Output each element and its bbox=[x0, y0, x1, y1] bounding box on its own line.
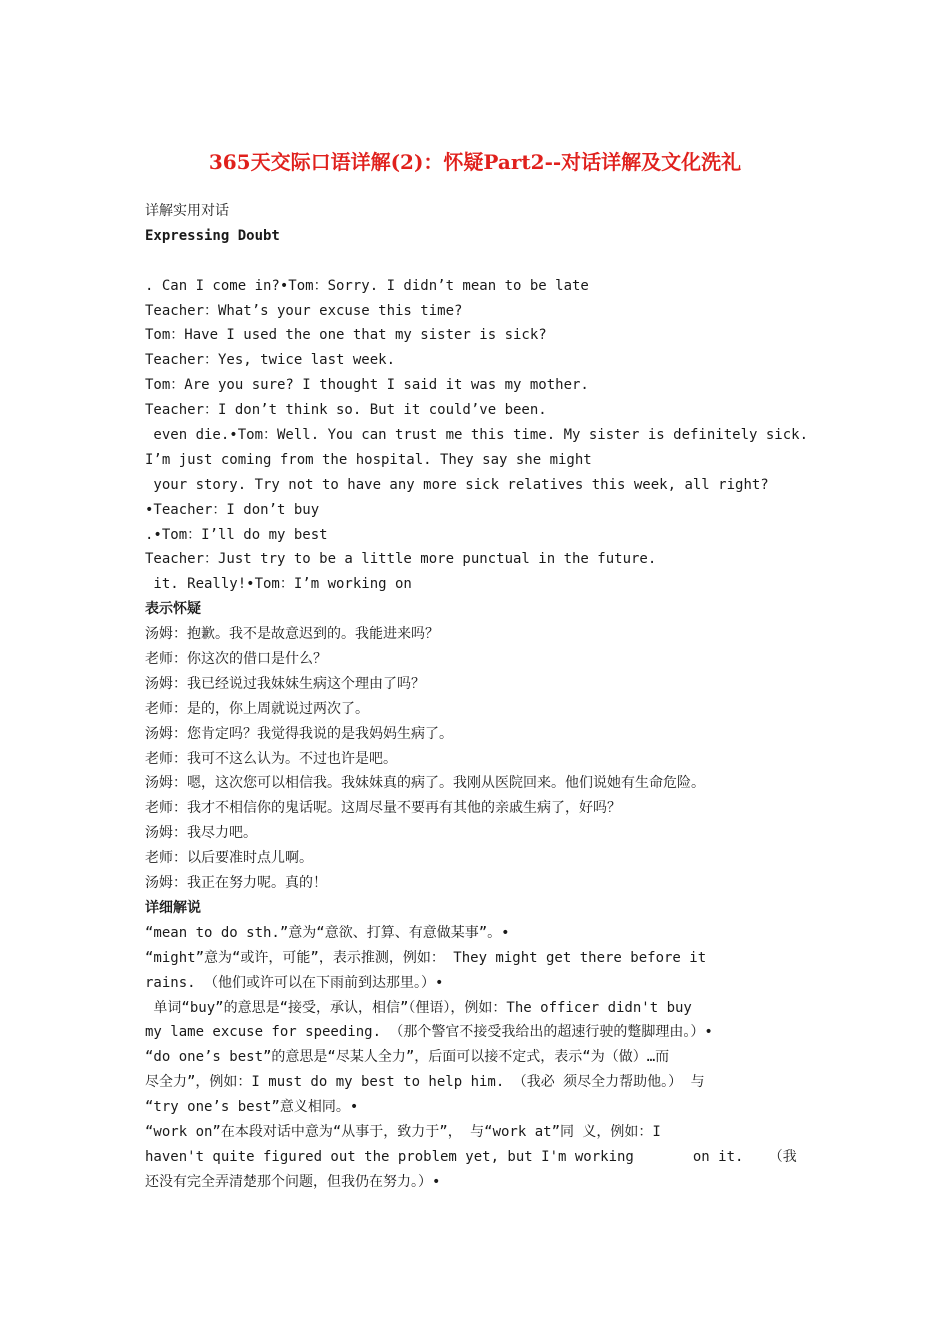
text-line: “mean to do sth.”意为“意欲、打算、有意做某事”。• bbox=[145, 924, 510, 941]
text-line: 老师：你这次的借口是什么？ bbox=[145, 651, 327, 668]
text-line: 汤姆：我尽力吧。 bbox=[145, 825, 257, 842]
text-line: 尽全力”，例如：I must do my best to help him. （我必 须尽全力帮助他。） 与 bbox=[145, 1074, 705, 1091]
text-line: haven't quite figured out the problem yet, but I'm working on it. （我 bbox=[145, 1148, 797, 1165]
text-line: even die.•Tom：Well. You can trust me this time. My sister is definitely sick. bbox=[145, 427, 809, 444]
text-line: 老师：以后要准时点儿啊。 bbox=[145, 850, 313, 867]
text-line: . Can I come in?•Tom：Sorry. I didn’t mean to be late bbox=[145, 277, 589, 294]
text-line: my lame excuse for speeding. （那个警官不接受我给出的超速行驶的蹩脚理由。）• bbox=[145, 1024, 713, 1041]
text-line: “do one’s best”的意思是“尽某人全力”，后面可以接不定式，表示“为（做）…而 bbox=[145, 1049, 670, 1066]
text-line: Tom：Have I used the one that my sister is sick? bbox=[145, 327, 547, 344]
text-line: Teacher：I don’t think so. But it could’ve been. bbox=[145, 402, 547, 419]
text-line: Teacher：Yes, twice last week. bbox=[145, 352, 396, 369]
text-line: Teacher：What’s your excuse this time? bbox=[145, 302, 463, 319]
text-line: 汤姆：您肯定吗？我觉得我说的是我妈妈生病了。 bbox=[145, 725, 453, 742]
text-line: 单词“buy”的意思是“接受，承认，相信”（俚语），例如：The officer didn't buy bbox=[145, 999, 692, 1016]
text-line: 详解实用对话 bbox=[145, 203, 229, 219]
document-title: 365天交际口语详解(2)：怀疑Part2--对话详解及文化洗礼 bbox=[208, 150, 742, 174]
text-line: Tom：Are you sure? I thought I said it was my mother. bbox=[145, 377, 589, 394]
text-line: 老师：我才不相信你的鬼话呢。这周尽量不要再有其他的亲戚生病了，好吗？ bbox=[145, 800, 621, 817]
section-heading: 详细解说 bbox=[145, 899, 201, 916]
text-line: I’m just coming from the hospital. They say she might bbox=[145, 451, 592, 468]
section-heading: Expressing Doubt bbox=[145, 227, 280, 244]
text-line: “might”意为“或许，可能”，表示推测，例如： They might get there before it bbox=[145, 949, 707, 966]
text-line: 老师：是的，你上周就说过两次了。 bbox=[145, 700, 369, 717]
text-line: Teacher：Just try to be a little more punctual in the future. bbox=[145, 551, 657, 568]
text-line: .•Tom：I’ll do my best bbox=[145, 526, 328, 543]
text-line: 汤姆：抱歉。我不是故意迟到的。我能进来吗？ bbox=[145, 626, 439, 643]
text-line: 汤姆：我已经说过我妹妹生病这个理由了吗？ bbox=[145, 675, 425, 692]
document-body bbox=[145, 199, 825, 1195]
text-line: “try one’s best”意义相同。• bbox=[145, 1099, 359, 1116]
text-line: 汤姆：嗯，这次您可以相信我。我妹妹真的病了。我刚从医院回来。他们说她有生命危险。 bbox=[145, 775, 705, 792]
text-line: 汤姆：我正在努力呢。真的！ bbox=[145, 875, 327, 892]
text-line: rains. （他们或许可以在下雨前到达那里。）• bbox=[145, 974, 444, 991]
text-line: “work on”在本段对话中意为“从事于，致力于”， 与“work at”同 义，例如：I bbox=[145, 1123, 661, 1140]
text-line: your story. Try not to have any more sick relatives this week, all right? bbox=[145, 476, 769, 493]
text-line bbox=[145, 249, 825, 274]
text-line: 老师：我可不这么认为。不过也许是吧。 bbox=[145, 750, 397, 767]
text-line: •Teacher：I don’t buy bbox=[145, 501, 320, 518]
text-line: 还没有完全弄清楚那个问题，但我仍在努力。）• bbox=[145, 1173, 441, 1190]
section-heading: 表示怀疑 bbox=[145, 601, 201, 618]
text-line: it. Really!•Tom：I’m working on bbox=[145, 576, 412, 593]
